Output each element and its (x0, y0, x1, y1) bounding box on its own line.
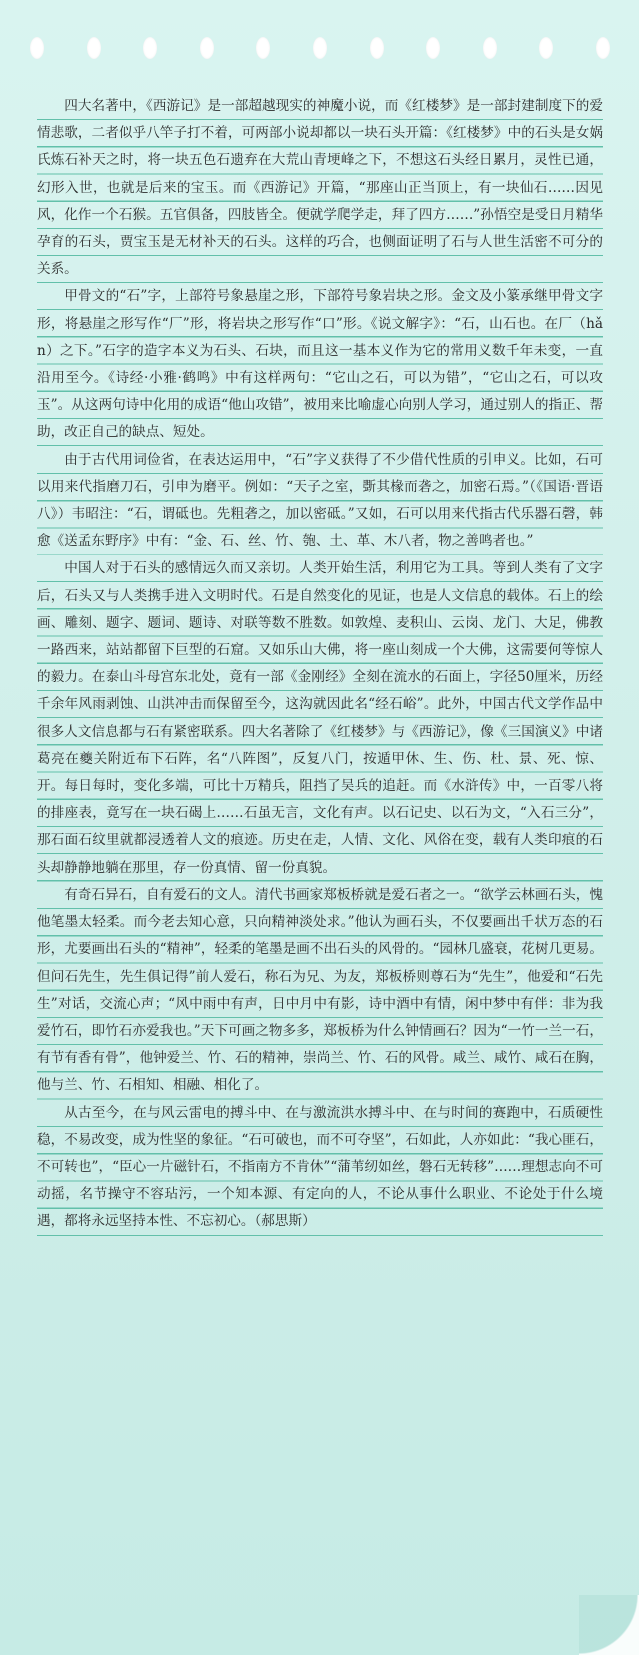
article-body (37, 93, 603, 1236)
binder-hole (596, 37, 610, 59)
binder-hole (256, 37, 270, 59)
paragraph-intro: 四大名著中，《西游记》是一部超越现实的神魔小说，而《红楼梦》是一部封建制度下的爱情悲歌，二者似乎八竿子打不着，可两部小说却都以一块石头开篇：《红楼梦》中的石头是女娲氏炼石补天之时，将一块五色石遗弃在大荒山青埂峰之下，不想这石头经日累月，灵性已通，幻形入世，也就是后来的宝玉。而《西游记》开篇，“那座山正当顶上，有一块仙石……因见风，化作一个石猴。五官俱备，四肢皆全。便就学爬学走，拜了四方……”孙悟空是受日月精华孕育的石头，贾宝玉是无材补天的石头。这样的巧合，也侧面证明了石与人世生活密不可分的关系。 (37, 93, 603, 283)
paragraph-zheng-banqiao: 有奇石异石，自有爱石的文人。清代书画家郑板桥就是爱石者之一。“欲学云林画石头，愧他笔墨太轻柔。而今老去知心意，只向精神淡处求。”他认为画石头，不仅要画出千状万态的石形，尤要画出石头的“精神”，轻柔的笔墨是画不出石头的风骨的。“园林几盛衰，花树几更易。但问石先生，先生俱记得”前人爱石，称石为兄、为友，郑板桥则尊石为“先生”，他爱和“石先生”对话，交流心声；“风中雨中有声，日中月中有影，诗中酒中有情，闲中梦中有伴：非为我爱竹石，即竹石亦爱我也。”天下可画之物多多，郑板桥为什么钟情画石？因为“一竹一兰一石，有节有香有骨”，他钟爱兰、竹、石的精神，崇尚兰、竹、石的风骨。咸兰、咸竹、咸石在胸，他与兰、竹、石相知、相融、相化了。 (37, 882, 603, 1100)
binder-hole (539, 37, 553, 59)
paragraph-etymology: 甲骨文的“石”字，上部符号象悬崖之形，下部符号象岩块之形。金文及小篆承继甲骨文字形，将悬崖之形写作“厂”形，将岩块之形写作“口”形。《说文解字》：“石，山石也。在厂（hǎn）之下。”石字的造字本义为石头、石块，而且这一基本义作为它的常用义数千年未变，一直沿用至今。《诗经·小雅·鹤鸣》中有这样两句：“它山之石，可以为错”，“它山之石，可以攻玉”。从这两句诗中化用的成语“他山攻错”，被用来比喻虚心向别人学习，通过别人的指正、帮助，改正自己的缺点、短处。 (37, 283, 603, 446)
paragraph-culture: 中国人对于石头的感情远久而又亲切。人类开始生活，利用它为工具。等到人类有了文字后，石头又与人类携手进入文明时代。石是自然变化的见证，也是人文信息的载体。石上的绘画、雕刻、题字、题词、题诗、对联等数不胜数。如敦煌、麦积山、云岗、龙门、大足，佛教一路西来，站站都留下巨型的石窟。又如乐山大佛，将一座山刻成一个大佛，这需要何等惊人的毅力。在泰山斗母宫东北处，竟有一部《金刚经》全刻在流水的石面上，字径50厘米，历经千余年风雨剥蚀、山洪冲击而保留至今，这沟就因此名“经石峪”。此外，中国古代文学作品中很多人文信息都与石有紧密联系。四大名著除了《红楼梦》与《西游记》，像《三国演义》中诸葛亮在夔关附近布下石阵，名“八阵图”，反复八门，按遁甲休、生、伤、杜、景、死、惊、开。每日每时，变化多端，可比十万精兵，阻挡了吴兵的追赶。而《水浒传》中，一百零八将的排座表，竟写在一块石碣上……石虽无言，文化有声。以石记史、以石为文，“入石三分”，那石面石纹里就都浸透着人文的痕迹。历史在走，人情、文化、风俗在变，载有人类印痕的石头却静静地躺在那里，存一份真情、留一份真貌。 (37, 555, 603, 881)
paragraph-conclusion: 从古至今，在与风云雷电的搏斗中、在与激流洪水搏斗中、在与时间的赛跑中，石质硬性稳，不易改变，成为性坚的象征。“石可破也，而不可夺坚”，石如此，人亦如此：“我心匪石，不可转也”，“臣心一片磁针石，不指南方不肯休”“蒲苇纫如丝，磐石无转移”……理想志向不可动摇，名节操守不容玷污，一个知本源、有定向的人，不论从事什么职业、不论处于什么境遇，都将永远坚持本性、不忘初心。（郝思斯） (37, 1100, 603, 1236)
binder-hole (143, 37, 157, 59)
binder-hole (87, 37, 101, 59)
binder-hole (426, 37, 440, 59)
binder-hole (483, 37, 497, 59)
binder-hole (200, 37, 214, 59)
binder-holes (30, 37, 610, 61)
binder-hole (313, 37, 327, 59)
paragraph-extended-meaning: 由于古代用词俭省，在表达运用中，“石”字义获得了不少借代性质的引申义。比如，石可以用来代指磨刀石，引申为磨平。例如：“天子之室，斲其椽而砻之，加密石焉。”（《国语·晋语八》）韦昭注：“石，谓砥也。先粗砻之，加以密砥。”又如，石可以用来代指古代乐器石磬，韩愈《送孟东野序》中有：“金、石、丝、竹、匏、土、革、木八者，物之善鸣者也。” (37, 447, 603, 556)
binder-hole (370, 37, 384, 59)
binder-hole (30, 37, 44, 59)
